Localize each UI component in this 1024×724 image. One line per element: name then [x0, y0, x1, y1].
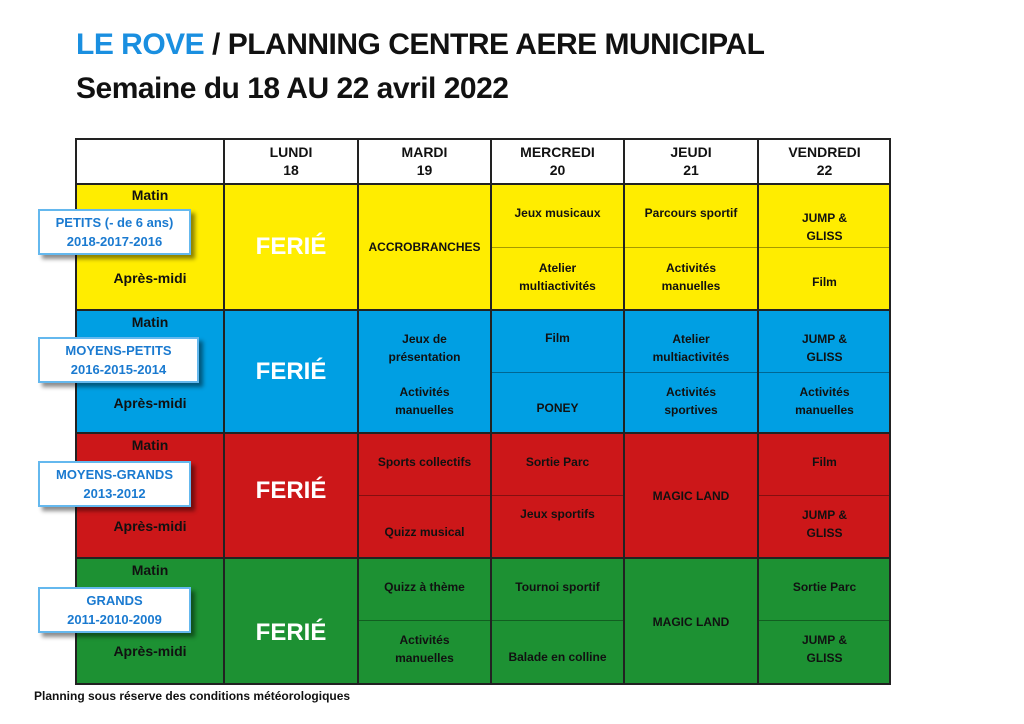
table-border	[75, 432, 891, 434]
table-border	[623, 138, 625, 685]
activity-cell: Activités manuelles	[395, 633, 454, 665]
activity-cell: JUMP & GLISS	[801, 332, 848, 364]
activity-cell: Film	[812, 275, 837, 289]
activity-cell: Sortie Parc	[525, 455, 590, 469]
table-border	[75, 183, 891, 185]
activity-cell: Quizz musical	[384, 525, 465, 539]
group-badge-moyens-grands: MOYENS-GRANDS 2013-2012	[38, 461, 191, 507]
apres-midi-label: Après-midi	[113, 270, 187, 286]
table-border	[223, 138, 225, 685]
activity-cell: Activités manuelles	[661, 261, 721, 293]
matin-label: Matin	[131, 314, 169, 330]
activity-cell: Jeux sportifs	[520, 507, 595, 521]
matin-label: Matin	[131, 187, 169, 203]
activity-cell: MAGIC LAND	[652, 615, 730, 629]
week-title: Semaine du 18 AU 22 avril 2022	[76, 72, 509, 105]
table-border	[75, 138, 891, 140]
ferie-cell: FERIÉ	[255, 476, 327, 504]
activity-cell: JUMP & GLISS	[801, 633, 848, 665]
activity-cell: Sports collectifs	[377, 455, 472, 469]
matin-label: Matin	[131, 562, 169, 578]
group-badge-moyens-petits: MOYENS-PETITS 2016-2015-2014	[38, 337, 199, 383]
activity-cell: ACCROBRANCHES	[368, 240, 481, 254]
row-divider	[491, 247, 891, 248]
page-title	[76, 28, 764, 62]
table-border	[357, 138, 359, 685]
header-mardi: MARDI 19	[401, 144, 448, 178]
header-jeudi: JEUDI 21	[670, 144, 712, 178]
activity-cell: PONEY	[536, 401, 579, 415]
activity-cell: Jeux musicaux	[514, 206, 601, 220]
activity-cell: Tournoi sportif	[515, 580, 600, 594]
activity-cell: MAGIC LAND	[652, 489, 730, 503]
header-mercredi: MERCREDI 20	[520, 144, 595, 178]
header-vendredi: VENDREDI 22	[788, 144, 861, 178]
activity-cell: Atelier multiactivités	[652, 332, 730, 364]
activity-cell: JUMP & GLISS	[801, 211, 848, 243]
activity-cell: Parcours sportif	[644, 206, 738, 220]
ferie-cell: FERIÉ	[255, 233, 327, 260]
activity-cell: Activités manuelles	[395, 385, 454, 417]
activity-cell: Film	[545, 331, 570, 345]
activity-cell: Jeux de présentation	[388, 332, 461, 364]
activity-cell: Quizz à thème	[384, 580, 465, 594]
activity-cell: Film	[812, 455, 837, 469]
footer-note: Planning sous réserve des conditions météorologiques	[34, 689, 351, 703]
title-separator: /	[204, 28, 228, 61]
apres-midi-label: Après-midi	[113, 518, 187, 534]
table-border	[757, 138, 759, 685]
row-divider	[758, 495, 891, 496]
ferie-cell: FERIÉ	[255, 357, 327, 385]
row-divider	[491, 372, 891, 373]
apres-midi-label: Après-midi	[113, 643, 187, 659]
group-badge-petits: PETITS (- de 6 ans) 2018-2017-2016	[38, 209, 191, 255]
activity-cell: Balade en colline	[508, 650, 607, 664]
table-border	[889, 138, 891, 685]
table-border	[75, 309, 891, 311]
matin-label: Matin	[131, 437, 169, 453]
town-name: LE ROVE	[76, 28, 205, 61]
header-lundi: LUNDI 18	[269, 144, 313, 178]
title-subtitle: PLANNING CENTRE AERE MUNICIPAL	[227, 28, 765, 61]
activity-cell: Sortie Parc	[792, 580, 857, 594]
ferie-cell: FERIÉ	[255, 619, 327, 646]
table-border	[75, 557, 891, 559]
table-border	[490, 138, 492, 685]
activity-cell: Activités sportives	[664, 385, 718, 417]
planning-table	[75, 138, 891, 685]
apres-midi-label: Après-midi	[113, 395, 187, 411]
row-divider	[758, 620, 891, 621]
activity-cell: JUMP & GLISS	[801, 508, 848, 540]
group-badge-grands: GRANDS 2011-2010-2009	[38, 587, 191, 633]
activity-cell: Activités manuelles	[795, 385, 854, 417]
table-border	[75, 683, 891, 685]
activity-cell: Atelier multiactivités	[519, 261, 596, 293]
